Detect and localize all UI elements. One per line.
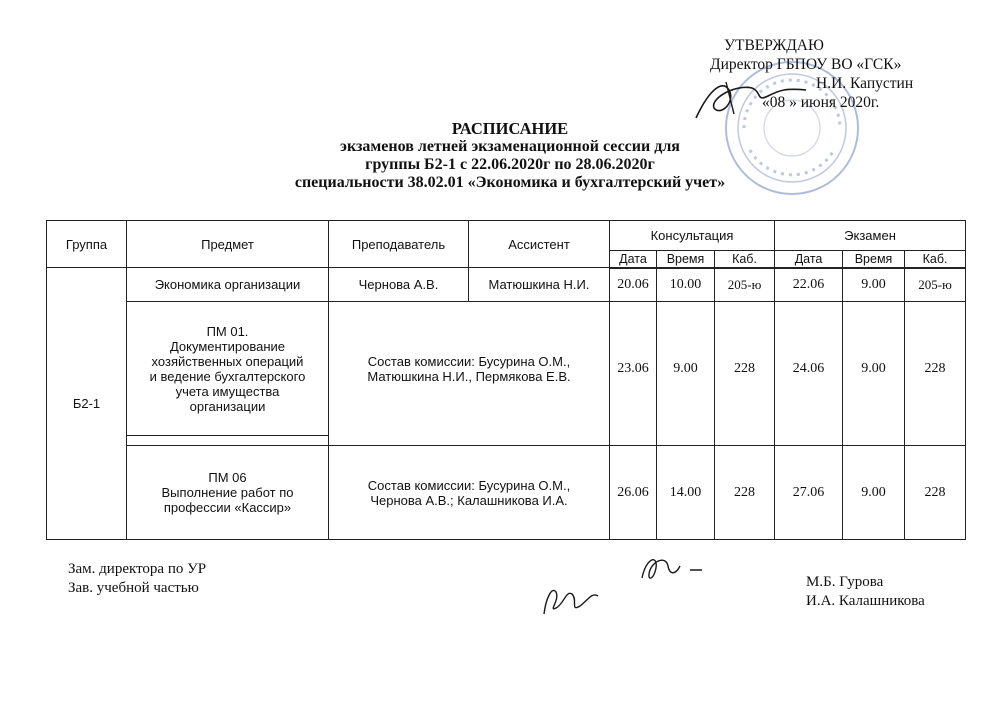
exam-date-cell: 24.06 xyxy=(775,302,843,436)
subject-line: профессии «Кассир» xyxy=(163,500,292,515)
approval-heading: УТВЕРЖДАЮ xyxy=(724,37,824,54)
exam-time-cell: 9.00 xyxy=(843,446,905,540)
exam-time-cell: 9.00 xyxy=(843,302,905,436)
group-cell: Б2-1 xyxy=(47,268,127,540)
exam-room-cell: 228 xyxy=(905,446,966,540)
spacer-cell xyxy=(329,436,610,446)
spacer-cell xyxy=(715,436,775,446)
subject-line: и ведение бухгалтерского xyxy=(149,368,306,384)
subject-line: организации xyxy=(189,398,266,414)
header-exam-date: Дата xyxy=(775,251,843,268)
spacer-cell xyxy=(610,436,657,446)
cons-date-cell: 23.06 xyxy=(610,302,657,436)
title-line-1: РАСПИСАНИЕ xyxy=(451,119,569,138)
commission-cell xyxy=(329,446,610,540)
spacer-row xyxy=(47,436,966,446)
table-row xyxy=(47,446,966,540)
approval-block xyxy=(706,36,956,112)
header-consultation: Консультация xyxy=(610,221,775,251)
commission-line: Чернова А.В.; Калашникова И.А. xyxy=(370,492,568,508)
commission-line: Матюшкина Н.И., Пермякова Е.В. xyxy=(367,368,571,384)
assistant-cell: Матюшкина Н.И. xyxy=(469,268,610,302)
spacer-cell xyxy=(127,436,329,446)
header-row-1 xyxy=(47,221,966,251)
teacher-cell: Чернова А.В. xyxy=(329,268,469,302)
header-cons-date: Дата xyxy=(610,251,657,268)
exam-date-cell: 27.06 xyxy=(775,446,843,540)
title-line-3: группы Б2-1 с 22.06.2020г по 28.06.2020г xyxy=(365,156,655,173)
table-row xyxy=(47,302,966,436)
table-row xyxy=(47,268,966,302)
approval-date: «08 » июня 2020г. xyxy=(762,94,880,111)
header-exam-room: Каб. xyxy=(905,251,966,268)
subject-line: Документирование xyxy=(169,338,286,354)
subject-line: хозяйственных операций xyxy=(151,353,304,369)
exam-room-cell: 228 xyxy=(905,302,966,436)
cons-time-cell: 9.00 xyxy=(657,302,715,436)
exam-room-cell: 205-ю xyxy=(905,268,966,302)
spacer-cell xyxy=(775,436,843,446)
commission-cell xyxy=(329,302,610,436)
footer-deputy-title: Зам. директора по УР xyxy=(68,561,207,577)
footer-deputy-name: М.Б. Гурова xyxy=(806,574,884,590)
approval-name: Н.И. Капустин xyxy=(816,75,914,92)
approval-position: Директор ГБПОУ ВО «ГСК» xyxy=(710,56,902,73)
subject-line: ПМ 06 xyxy=(208,470,247,485)
head-signature xyxy=(536,578,606,622)
deputy-signature xyxy=(632,548,722,588)
exam-time-cell: 9.00 xyxy=(843,268,905,302)
header-cons-room: Каб. xyxy=(715,251,775,268)
subject-cell: Экономика организации xyxy=(127,268,329,302)
spacer-cell xyxy=(905,436,966,446)
footer-names xyxy=(806,573,925,611)
cons-date-cell: 26.06 xyxy=(610,446,657,540)
subject-cell xyxy=(127,446,329,540)
exam-date-cell: 22.06 xyxy=(775,268,843,302)
footer-head-name: И.А. Калашникова xyxy=(806,593,925,609)
document-title xyxy=(240,120,780,192)
header-exam: Экзамен xyxy=(775,221,966,251)
header-teacher: Преподаватель xyxy=(329,221,469,268)
header-subject: Предмет xyxy=(127,221,329,268)
cons-date-cell: 20.06 xyxy=(610,268,657,302)
spacer-cell xyxy=(843,436,905,446)
footer-head-title: Зав. учебной частью xyxy=(68,580,199,596)
cons-room-cell: 228 xyxy=(715,302,775,436)
subject-line: учета имущества xyxy=(175,383,280,399)
cons-time-cell: 10.00 xyxy=(657,268,715,302)
commission-line: Состав комиссии: Бусурина О.М., xyxy=(367,477,571,493)
title-line-4: специальности 38.02.01 «Экономика и бухгалтерский учет» xyxy=(294,174,726,191)
header-cons-time: Время xyxy=(657,251,715,268)
cons-room-cell: 205-ю xyxy=(715,268,775,302)
subject-line: Выполнение работ по xyxy=(161,485,294,500)
cons-room-cell: 228 xyxy=(715,446,775,540)
header-group: Группа xyxy=(47,221,127,268)
footer-positions xyxy=(68,560,206,598)
subject-line: ПМ 01. xyxy=(206,323,249,339)
schedule-table xyxy=(46,220,966,540)
title-line-2: экзаменов летней экзаменационной сессии для xyxy=(340,138,680,155)
subject-cell xyxy=(127,302,329,436)
commission-line: Состав комиссии: Бусурина О.М., xyxy=(367,353,571,369)
header-exam-time: Время xyxy=(843,251,905,268)
spacer-cell xyxy=(657,436,715,446)
cons-time-cell: 14.00 xyxy=(657,446,715,540)
header-assistant: Ассистент xyxy=(469,221,610,268)
